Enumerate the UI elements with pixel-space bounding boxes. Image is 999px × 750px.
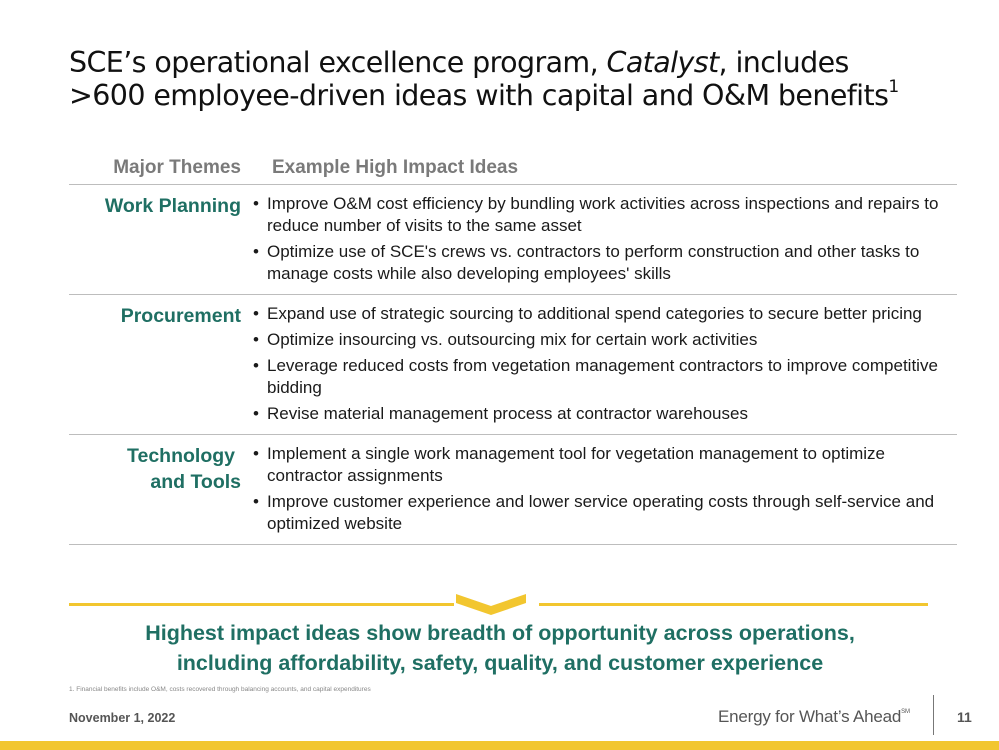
footnote-ref: 1 bbox=[888, 77, 899, 97]
list-item: • Optimize insourcing vs. outsourcing mix for certain work activities bbox=[253, 330, 758, 349]
list-item: • Revise material management process at contractor warehouses bbox=[253, 404, 748, 423]
list-item: • Implement a single work management tool for vegetation management to optimize contractor assignments bbox=[253, 444, 885, 485]
table-header bbox=[69, 152, 957, 185]
theme-procurement: Procurement bbox=[120, 305, 241, 327]
bullet-icon: • bbox=[253, 242, 259, 261]
bullet-icon: • bbox=[253, 194, 259, 213]
bullet-icon: • bbox=[253, 304, 259, 323]
list-item: • Improve customer experience and lower service operating costs through self-service and optimized website bbox=[253, 492, 935, 533]
divider-right bbox=[539, 603, 928, 606]
bullet-icon: • bbox=[253, 492, 259, 511]
bullet-icon: • bbox=[253, 330, 259, 349]
bullet-icon: • bbox=[253, 444, 259, 463]
presentation-date: November 1, 2022 bbox=[69, 711, 176, 725]
list-item: • Optimize use of SCE's crews vs. contractors to perform construction and other tasks to manage costs while also developing employees' skills bbox=[253, 242, 920, 283]
header-example-ideas: Example High Impact Ideas bbox=[272, 157, 519, 178]
list-item: • Expand use of strategic sourcing to additional spend categories to secure better pricing bbox=[253, 304, 922, 323]
table-row bbox=[69, 185, 957, 295]
table-row bbox=[69, 295, 957, 435]
theme-technology-and-tools: Technology and Tools bbox=[127, 445, 241, 493]
idea-list bbox=[253, 295, 953, 434]
bottom-accent-bar bbox=[0, 741, 999, 750]
bullet-icon: • bbox=[253, 404, 259, 423]
slide-title bbox=[69, 46, 949, 112]
brand-tagline: Energy for What’s Ahead℠ bbox=[718, 707, 910, 726]
list-item: • Leverage reduced costs from vegetation management contractors to improve competitive bidding bbox=[253, 356, 938, 397]
header-major-themes: Major Themes bbox=[113, 157, 241, 178]
conclusion-statement: Highest impact ideas show breadth of opportunity across operations, including affordability, safety, quality, and customer experience bbox=[145, 621, 855, 675]
footer-divider bbox=[933, 695, 934, 735]
divider-left bbox=[69, 603, 454, 606]
themes-table bbox=[69, 152, 957, 545]
idea-list bbox=[253, 185, 953, 294]
list-item: • Improve O&M cost efficiency by bundling work activities across inspections and repairs to reduce number of visits to the same asset bbox=[253, 194, 939, 235]
theme-work-planning: Work Planning bbox=[104, 195, 241, 217]
title-line-2: >600 employee-driven ideas with capital and O&M benefits$^1$ bbox=[69, 77, 899, 112]
footnote: 1. Financial benefits include O&M, costs recovered through balancing accounts, and capital expenditures bbox=[69, 686, 371, 693]
idea-list bbox=[253, 435, 953, 544]
table-row bbox=[69, 435, 957, 545]
chevron-down-icon bbox=[456, 594, 526, 616]
page-number: 11 bbox=[957, 709, 972, 725]
program-name: Catalyst bbox=[606, 46, 719, 79]
bullet-icon: • bbox=[253, 356, 259, 375]
title-line-1: SCE’s operational excellence program, Catalyst, includes bbox=[69, 46, 849, 79]
